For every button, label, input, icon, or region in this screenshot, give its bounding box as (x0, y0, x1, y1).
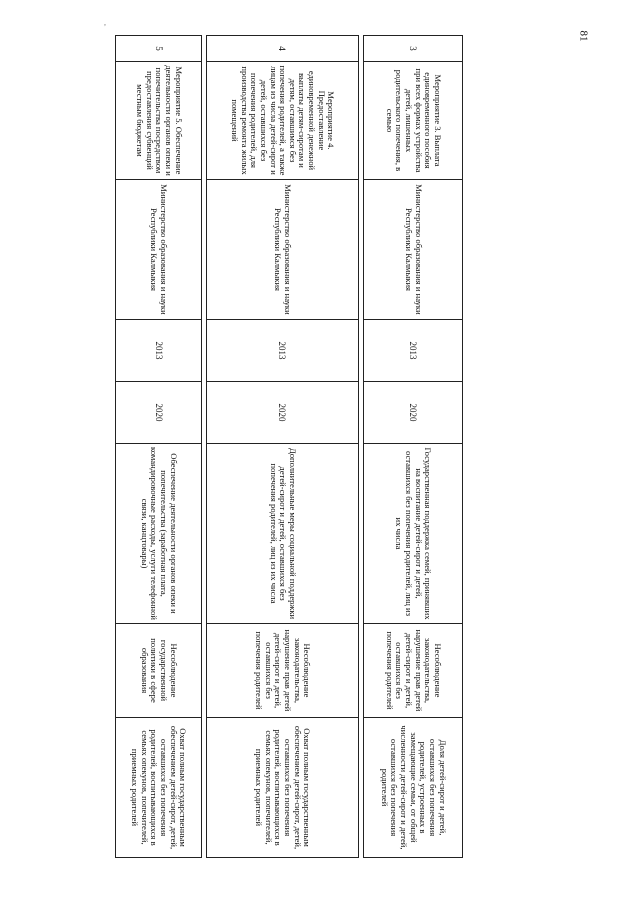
program-table-wrapper (115, 35, 463, 857)
row-number: 3 (363, 36, 462, 62)
page-number: 81 (577, 30, 590, 42)
table-row (363, 36, 462, 858)
program-table (115, 35, 463, 858)
non-implementation-consequence: Несоблюдение законодательства, нарушение прав детей детей-сирот и детей, оставшихся без попечения родителей (206, 624, 358, 718)
executor: Министерство образования и науки Республики Калмыкия (116, 180, 202, 320)
end-year: 2020 (116, 382, 202, 444)
event-name: Мероприятие 4. Предоставление единовременной денежной выплаты детям-сиротам и детям, оставшимся без попечения родителей, а также лицам из числа детей-сирот и детей, оставшихся без попечения родителей, для производства ремонта жилых помещений (206, 62, 358, 180)
event-name: Мероприятие 5. Обеспечение деятельности органов опеки и попечительства посредством предоставления субвенций местным бюджетам (116, 62, 202, 180)
target-indicator: Доля детей-сирот и детей, оставшихся без попечения родителей, устроенных в замещающие семьи, от общей численности детей-сирот и детей, оставшихся без попечения родителей (363, 718, 462, 858)
start-year: 2013 (363, 320, 462, 382)
stray-mark: , (104, 18, 106, 27)
executor: Министерство образования и науки Республики Калмыкия (206, 180, 358, 320)
target-indicator: Охват полным государственным обеспечением детей-сирот, детей, оставшихся без попечения родителей, воспитывающихся в семьях опекунов, попечителей, приемных родителей (116, 718, 202, 858)
separator-cell (358, 36, 363, 858)
event-content: Дополнительные меры социальной поддержки детей-сирот и детей, оставшихся без попечения родителей, лиц из их числа (206, 444, 358, 624)
row-separator (201, 36, 206, 858)
row-number: 5 (116, 36, 202, 62)
table-row (116, 36, 202, 858)
target-indicator: Охват полным государственным обеспечением детей-сирот, детей, оставшихся без попечения родителей, воспитывающихся в семьях опекунов, попечителей, приемных родителей (206, 718, 358, 858)
event-content: Обеспечение деятельности органов опеки и попечительства (заработная плата, командировочные расходы, услуги телефонной связи, канцтовары) (116, 444, 202, 624)
executor: Министерство образования и науки Республики Калмыкия (363, 180, 462, 320)
table-row (206, 36, 358, 858)
program-table-rotated (115, 35, 463, 857)
end-year: 2020 (206, 382, 358, 444)
non-implementation-consequence: Несоблюдение государственной политики в сфере образования (116, 624, 202, 718)
start-year: 2013 (206, 320, 358, 382)
row-number: 4 (206, 36, 358, 62)
non-implementation-consequence: Несоблюдение законодательства, нарушение прав детей детей-сирот и детей, оставшихся без попечения родителей (363, 624, 462, 718)
start-year: 2013 (116, 320, 202, 382)
end-year: 2020 (363, 382, 462, 444)
event-content: Государственная поддержка семей, принявших на воспитание детей-сирот и детей, оставшихся без попечения родителей, лиц из их числа (363, 444, 462, 624)
separator-cell (201, 36, 206, 858)
row-separator (358, 36, 363, 858)
event-name: Мероприятие 3. Выплата единовременного пособия при всех формах устройства детей, лишенных родительского попечения, в семью (363, 62, 462, 180)
